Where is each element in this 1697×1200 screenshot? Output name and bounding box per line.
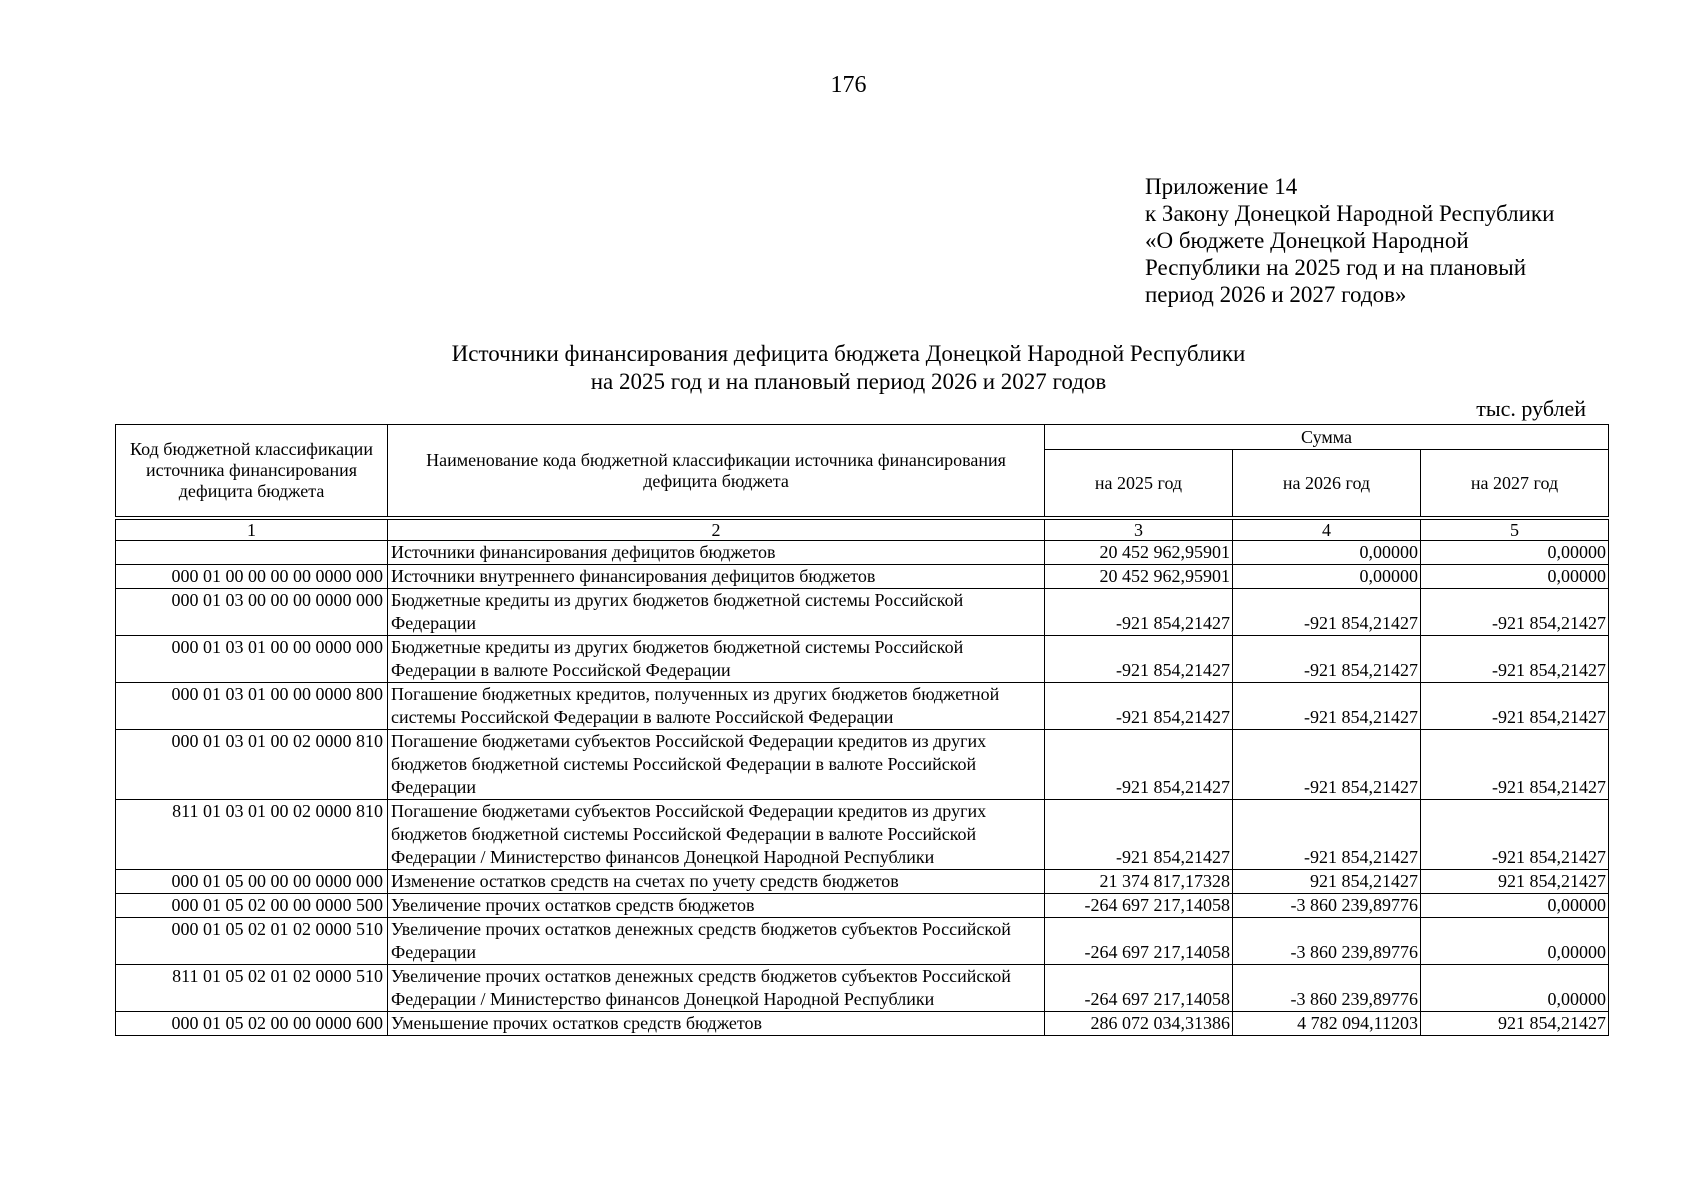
header-code: Код бюджетной классификации источника финансирования дефицита бюджета xyxy=(116,425,388,517)
row-value-2026: -921 854,21427 xyxy=(1233,800,1421,870)
row-value-2027: -921 854,21427 xyxy=(1421,800,1609,870)
row-code: 000 01 03 01 00 02 0000 810 xyxy=(116,730,388,800)
appendix-line: Приложение 14 xyxy=(1145,174,1298,199)
header-year-2025: на 2025 год xyxy=(1045,450,1233,517)
table-row xyxy=(116,918,1609,965)
table-row xyxy=(116,683,1609,730)
row-code xyxy=(116,541,388,565)
row-name: Бюджетные кредиты из других бюджетов бюджетной системы Российской Федерации xyxy=(388,589,1045,636)
row-code: 000 01 03 01 00 00 0000 000 xyxy=(116,636,388,683)
row-value-2026: 0,00000 xyxy=(1233,565,1421,589)
row-value-2026: -3 860 239,89776 xyxy=(1233,918,1421,965)
title-line-2: на 2025 год и на плановый период 2026 и 2027 годов xyxy=(590,369,1107,394)
row-value-2027: -921 854,21427 xyxy=(1421,589,1609,636)
header-year-2026: на 2026 год xyxy=(1233,450,1421,517)
appendix-line: Республики на 2025 год и на плановый xyxy=(1145,255,1527,280)
row-name: Увеличение прочих остатков денежных средств бюджетов субъектов Российской Федерации xyxy=(388,918,1045,965)
table-row xyxy=(116,541,1609,565)
appendix-reference xyxy=(1145,173,1554,308)
row-code: 000 01 05 00 00 00 0000 000 xyxy=(116,870,388,894)
row-value-2025: -921 854,21427 xyxy=(1045,589,1233,636)
row-value-2026: -921 854,21427 xyxy=(1233,683,1421,730)
document-title xyxy=(0,340,1697,396)
row-value-2025: 20 452 962,95901 xyxy=(1045,565,1233,589)
row-name: Увеличение прочих остатков денежных средств бюджетов субъектов Российской Федерации / Министерство финансов Донецкой Народной Республики xyxy=(388,965,1045,1012)
row-name: Источники внутреннего финансирования дефицитов бюджетов xyxy=(388,565,1045,589)
row-name: Погашение бюджетами субъектов Российской Федерации кредитов из других бюджетов бюджетной системы Российской Федерации в валюте Российской Федерации xyxy=(388,730,1045,800)
page-number: 176 xyxy=(830,72,867,98)
row-name: Погашение бюджетных кредитов, полученных из других бюджетов бюджетной системы Российской Федерации в валюте Российской Федерации xyxy=(388,683,1045,730)
row-code: 811 01 03 01 00 02 0000 810 xyxy=(116,800,388,870)
row-value-2025: -921 854,21427 xyxy=(1045,636,1233,683)
row-value-2025: -264 697 217,14058 xyxy=(1045,918,1233,965)
row-value-2025: -921 854,21427 xyxy=(1045,683,1233,730)
table-row xyxy=(116,589,1609,636)
header-name: Наименование кода бюджетной классификации источника финансирования дефицита бюджета xyxy=(388,425,1045,517)
row-value-2026: 0,00000 xyxy=(1233,541,1421,565)
row-value-2027: -921 854,21427 xyxy=(1421,730,1609,800)
table-row xyxy=(116,636,1609,683)
appendix-line: к Закону Донецкой Народной Республики xyxy=(1145,201,1555,226)
table-row xyxy=(116,965,1609,1012)
header-sum: Сумма xyxy=(1045,425,1609,450)
table-row xyxy=(116,1012,1609,1036)
row-value-2026: 4 782 094,11203 xyxy=(1233,1012,1421,1036)
row-code: 000 01 05 02 01 02 0000 510 xyxy=(116,918,388,965)
table-row xyxy=(116,565,1609,589)
row-code: 000 01 03 01 00 00 0000 800 xyxy=(116,683,388,730)
row-value-2025: -264 697 217,14058 xyxy=(1045,965,1233,1012)
row-name: Изменение остатков средств на счетах по учету средств бюджетов xyxy=(388,870,1045,894)
appendix-line: период 2026 и 2027 годов» xyxy=(1145,282,1407,307)
row-code: 000 01 05 02 00 00 0000 600 xyxy=(116,1012,388,1036)
row-code: 000 01 00 00 00 00 0000 000 xyxy=(116,565,388,589)
financing-sources-table-wrapper xyxy=(115,424,1609,1036)
units-label: тыс. рублей xyxy=(1476,396,1586,421)
table-row xyxy=(116,894,1609,918)
header-year-2027: на 2027 год xyxy=(1421,450,1609,517)
row-value-2025: 21 374 817,17328 xyxy=(1045,870,1233,894)
financing-sources-table xyxy=(115,424,1609,1036)
row-name: Увеличение прочих остатков средств бюджетов xyxy=(388,894,1045,918)
column-index: 4 xyxy=(1233,520,1421,541)
header-row xyxy=(116,425,1609,450)
row-value-2025: -921 854,21427 xyxy=(1045,730,1233,800)
row-value-2025: 286 072 034,31386 xyxy=(1045,1012,1233,1036)
column-index: 3 xyxy=(1045,520,1233,541)
row-value-2027: 921 854,21427 xyxy=(1421,1012,1609,1036)
row-value-2027: 0,00000 xyxy=(1421,918,1609,965)
row-value-2026: -921 854,21427 xyxy=(1233,589,1421,636)
row-value-2026: -921 854,21427 xyxy=(1233,636,1421,683)
row-value-2026: -921 854,21427 xyxy=(1233,730,1421,800)
table-row xyxy=(116,870,1609,894)
row-code: 811 01 05 02 01 02 0000 510 xyxy=(116,965,388,1012)
row-code: 000 01 03 00 00 00 0000 000 xyxy=(116,589,388,636)
column-index-row xyxy=(116,520,1609,541)
table-row xyxy=(116,730,1609,800)
row-value-2025: -264 697 217,14058 xyxy=(1045,894,1233,918)
row-value-2027: 921 854,21427 xyxy=(1421,870,1609,894)
row-value-2027: -921 854,21427 xyxy=(1421,636,1609,683)
row-value-2027: -921 854,21427 xyxy=(1421,683,1609,730)
row-value-2026: -3 860 239,89776 xyxy=(1233,894,1421,918)
title-line-1: Источники финансирования дефицита бюджета Донецкой Народной Республики xyxy=(451,341,1246,366)
row-value-2027: 0,00000 xyxy=(1421,965,1609,1012)
row-value-2026: -3 860 239,89776 xyxy=(1233,965,1421,1012)
row-name: Источники финансирования дефицитов бюджетов xyxy=(388,541,1045,565)
row-value-2027: 0,00000 xyxy=(1421,894,1609,918)
row-value-2025: -921 854,21427 xyxy=(1045,800,1233,870)
row-name: Бюджетные кредиты из других бюджетов бюджетной системы Российской Федерации в валюте Российской Федерации xyxy=(388,636,1045,683)
row-name: Погашение бюджетами субъектов Российской Федерации кредитов из других бюджетов бюджетной системы Российской Федерации в валюте Российской Федерации / Министерство финансов Донецкой Народной Республики xyxy=(388,800,1045,870)
row-code: 000 01 05 02 00 00 0000 500 xyxy=(116,894,388,918)
column-index: 2 xyxy=(388,520,1045,541)
row-value-2025: 20 452 962,95901 xyxy=(1045,541,1233,565)
row-value-2027: 0,00000 xyxy=(1421,565,1609,589)
appendix-line: «О бюджете Донецкой Народной xyxy=(1145,228,1469,253)
column-index: 5 xyxy=(1421,520,1609,541)
column-index: 1 xyxy=(116,520,388,541)
row-value-2026: 921 854,21427 xyxy=(1233,870,1421,894)
table-row xyxy=(116,800,1609,870)
row-name: Уменьшение прочих остатков средств бюджетов xyxy=(388,1012,1045,1036)
row-value-2027: 0,00000 xyxy=(1421,541,1609,565)
